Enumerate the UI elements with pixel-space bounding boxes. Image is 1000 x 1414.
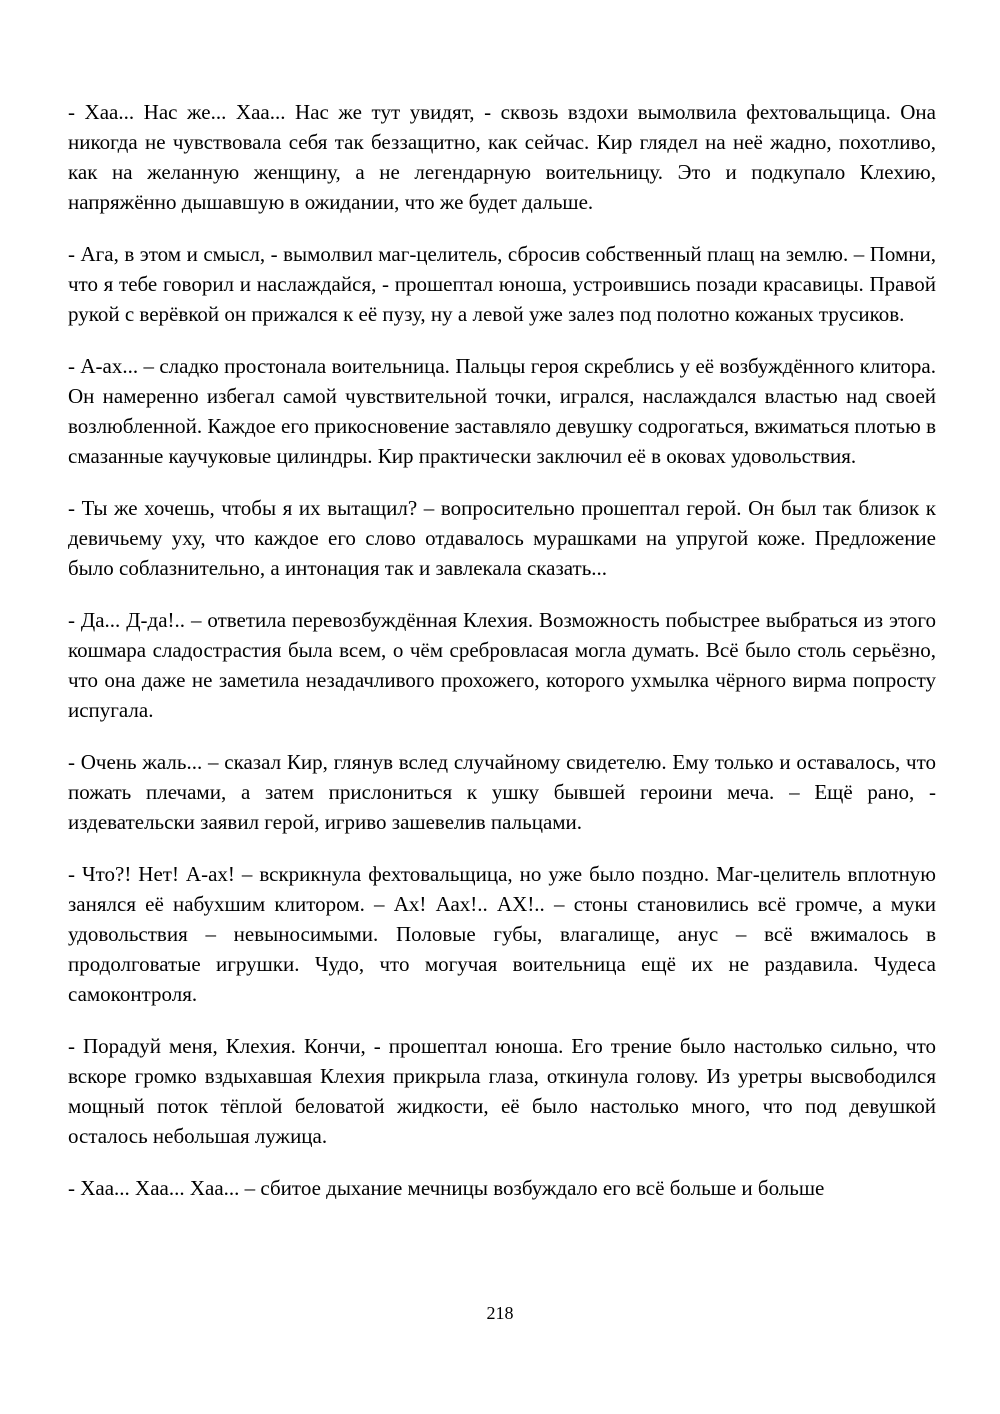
paragraph: - Ты же хочешь, чтобы я их вытащил? – вопросительно прошептал герой. Он был так близок к девичьему уху, что каждое его слово отдавалось мурашками на упругой коже. Предложение было соблазнительно, а интонация так и завлекала сказать... — [68, 496, 936, 580]
paragraph: - Очень жаль... – сказал Кир, глянув вслед случайному свидетелю. Ему только и оставалось, что пожать плечами, а затем прислониться к ушку бывшей героини меча. – Ещё рано, - издевательски заявил герой, игриво зашевелив пальцами. — [68, 750, 936, 834]
paragraph: - Порадуй меня, Клехия. Кончи, - прошептал юноша. Его трение было настолько сильно, что вскоре громко вздыхавшая Клехия прикрыла глаза, откинула голову. Из уретры высвободился мощный поток тёплой беловатой жидкости, её было настолько много, что под девушкой осталось небольшая лужица. — [68, 1034, 936, 1148]
paragraph: - А-ах... – сладко простонала воительница. Пальцы героя скреблись у её возбуждённого клитора. Он намеренно избегал самой чувствительной точки, игрался, наслаждался властью над своей возлюбленной. Каждое его прикосновение заставляло девушку содрогаться, вжиматься плотью в смазанные каучуковые цилиндры. Кир практически заключил её в оковах удовольствия. — [68, 354, 936, 468]
paragraph: - Да... Д-да!.. – ответила перевозбуждённая Клехия. Возможность побыстрее выбраться из этого кошмара сладострастия была всем, о чём сребровласая могла думать. Всё было столь серьёзно, что она даже не заметила незадачливого прохожего, которого ухмылка чёрного вирма попросту испугала. — [68, 608, 936, 722]
page-number: 218 — [486, 1303, 514, 1323]
paragraph: - Хаа... Нас же... Хаа... Нас же тут увидят, - сквозь вздохи вымолвила фехтовальщица. Она никогда не чувствовала себя так беззащитно, как сейчас. Кир глядел на неё жадно, похотливо, как на желанную женщину, а не легендарную воительницу. Это и подкупало Клехию, напряжённо дышавшую в ожидании, что же будет дальше. — [68, 100, 936, 214]
paragraph: - Ага, в этом и смысл, - вымолвил маг-целитель, сбросив собственный плащ на землю. – Помни, что я тебе говорил и наслаждайся, - прошептал юноша, устроившись позади красавицы. Правой рукой с верёвкой он прижался к её пузу, ну а левой уже залез под полотно кожаных трусиков. — [68, 242, 936, 326]
paragraph: - Что?! Нет! А-ах! – вскрикнула фехтовальщица, но уже было поздно. Маг-целитель вплотную занялся её набухшим клитором. – Ах! Аах!.. АХ!.. – стоны становились всё громче, а муки удовольствия – невыносимыми. Половые губы, влагалище, анус – всё вжималось в продолговатые игрушки. Чудо, что могучая воительница ещё их не раздавила. Чудеса самоконтроля. — [68, 862, 936, 1006]
paragraph: - Хаа... Хаа... Хаа... – сбитое дыхание мечницы возбуждало его всё больше и больше — [68, 1176, 825, 1200]
